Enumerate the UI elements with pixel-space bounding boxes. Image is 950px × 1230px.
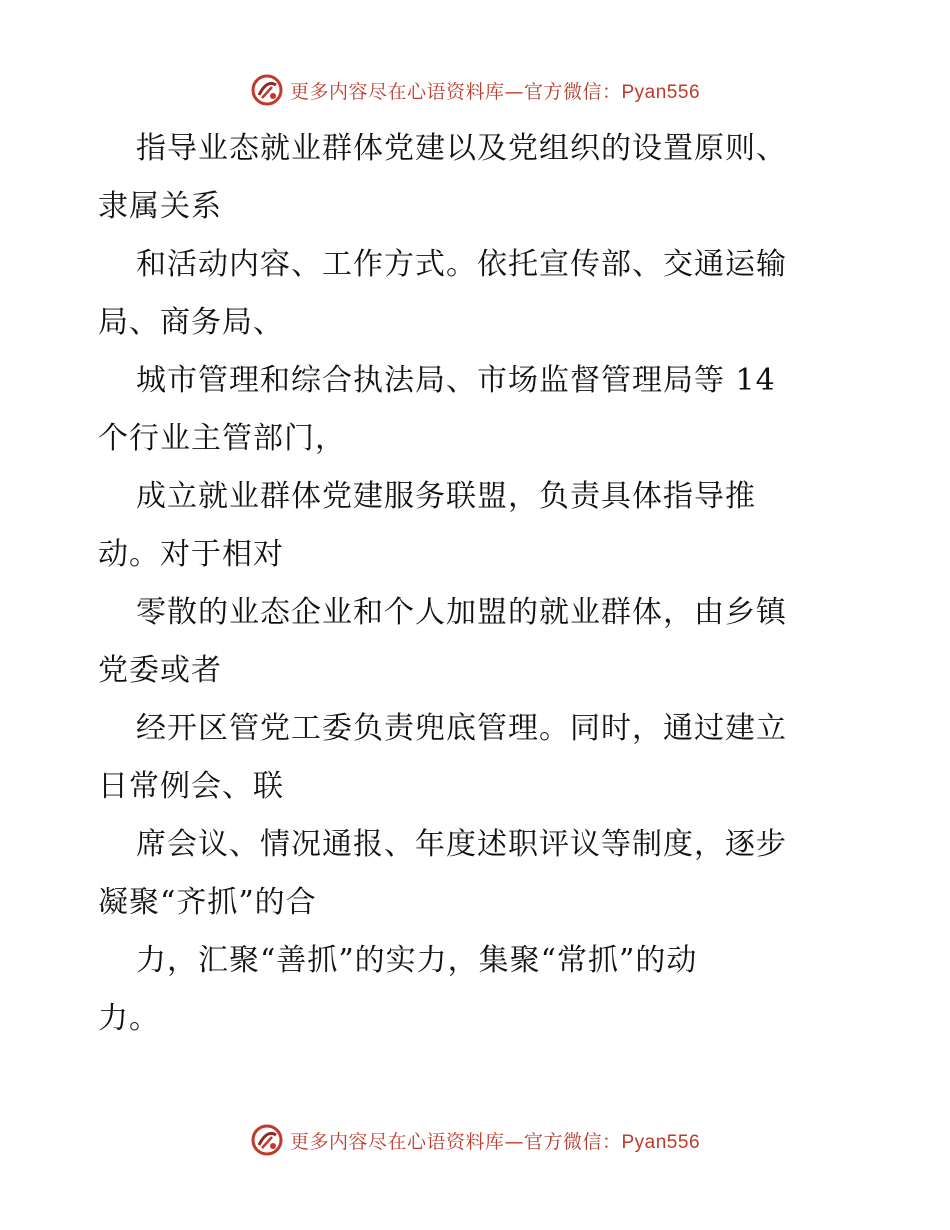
banner-text: 更多内容尽在心语资料库—官方微信：Pyan556 bbox=[289, 1130, 701, 1153]
text-line: 个行业主管部门， bbox=[98, 421, 346, 456]
banner-text: 更多内容尽在心语资料库—官方微信：Pyan556 bbox=[289, 80, 701, 103]
brand-logo-icon bbox=[250, 73, 284, 107]
text-line: 城市管理和综合执法局、市场监督管理局等 14 bbox=[136, 363, 776, 398]
text-line: 隶属关系 bbox=[98, 189, 222, 224]
footer-banner bbox=[0, 1120, 950, 1160]
text-line: 零散的业态企业和个人加盟的就业群体，由乡镇 bbox=[136, 595, 787, 630]
text-line: 指导业态就业群体党建以及党组织的设置原则、 bbox=[136, 131, 787, 166]
text-line: 凝聚“齐抓”的合 bbox=[98, 885, 317, 920]
text-line: 力。 bbox=[98, 1001, 160, 1036]
text-line: 力，汇聚“善抓”的实力，集聚“常抓”的动 bbox=[136, 943, 698, 978]
text-line: 党委或者 bbox=[98, 653, 222, 688]
brand-logo-icon bbox=[250, 1123, 284, 1157]
document-body bbox=[98, 120, 858, 1048]
text-line: 席会议、情况通报、年度述职评议等制度，逐步 bbox=[136, 827, 787, 862]
text-line: 动。对于相对 bbox=[98, 537, 284, 572]
text-line: 经开区管党工委负责兜底管理。同时，通过建立 bbox=[136, 711, 787, 746]
text-line: 成立就业群体党建服务联盟，负责具体指导推 bbox=[136, 479, 756, 514]
text-line: 日常例会、联 bbox=[98, 769, 284, 804]
header-banner bbox=[0, 70, 950, 110]
text-line: 和活动内容、工作方式。依托宣传部、交通运输 bbox=[136, 247, 787, 282]
text-line: 局、商务局、 bbox=[98, 305, 284, 340]
